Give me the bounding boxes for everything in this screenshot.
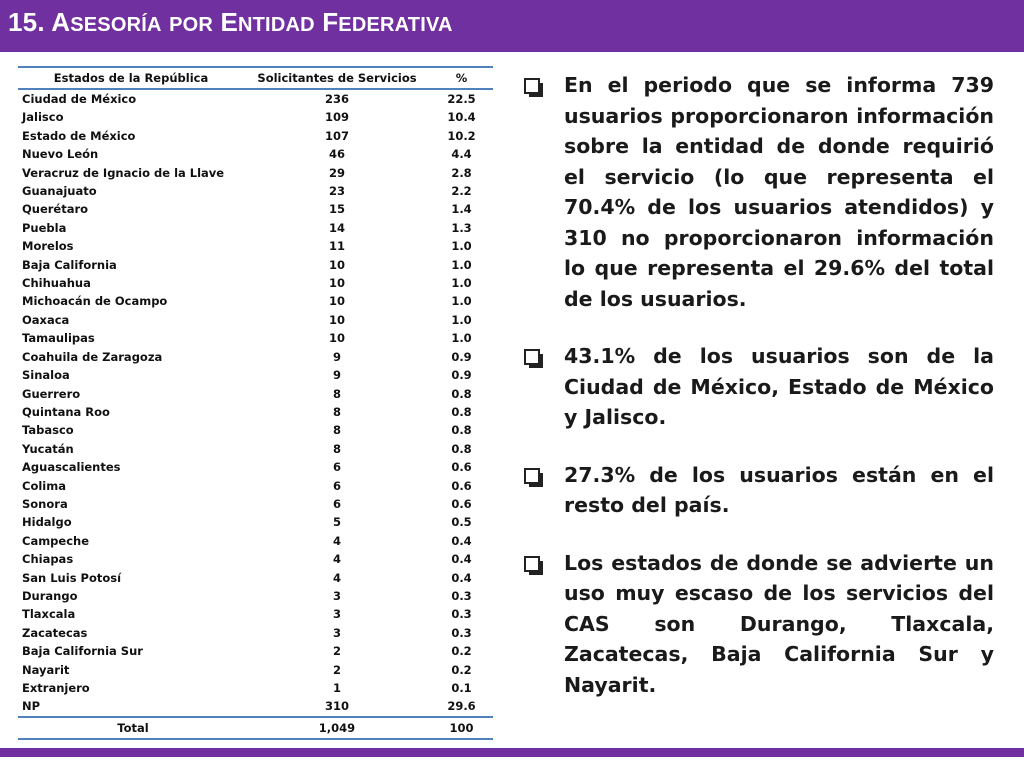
applicants-cell: 2 (332, 662, 341, 677)
table-row (18, 200, 493, 218)
percent-cell: 2.8 (451, 165, 472, 180)
percent-cell: 0.1 (451, 681, 472, 695)
bullet-text: 27.3% de los usuarios están en el resto del país. (564, 462, 994, 517)
percent-cell: 0.8 (451, 441, 472, 456)
table-row (18, 605, 493, 623)
applicants-cell: 2 (332, 644, 341, 659)
table-row (18, 89, 493, 108)
percent-cell: 0.4 (451, 533, 472, 548)
state-name-cell: Tlaxcala (22, 607, 76, 622)
total-label: Total (18, 717, 244, 739)
state-name-cell: Estado de México (22, 128, 136, 143)
state-name-cell: Ciudad de México (22, 92, 137, 106)
applicants-cell: 8 (332, 441, 341, 456)
total-percent: 100 (430, 717, 493, 739)
percent-cell: 0.9 (451, 349, 472, 364)
checkbox-bullet-icon (524, 78, 540, 94)
percent-cell: 1.0 (451, 257, 472, 272)
table-row (18, 182, 493, 200)
state-name-cell: Tamaulipas (22, 331, 95, 346)
applicants-cell: 1 (332, 681, 341, 695)
state-name-cell: Quintana Roo (22, 404, 110, 419)
table-row (18, 679, 493, 697)
table-row (18, 477, 493, 495)
state-name-cell: Nayarit (22, 662, 70, 677)
checkbox-bullet-icon (524, 349, 540, 365)
table-row (18, 495, 493, 513)
percent-cell: 0.8 (451, 423, 472, 438)
state-name-cell: Michoacán de Ocampo (22, 294, 168, 309)
table-row (18, 108, 493, 126)
percent-cell: 0.6 (451, 496, 472, 511)
applicants-cell: 29 (328, 165, 345, 180)
applicants-cell: 10 (328, 294, 345, 309)
percent-cell: 29.6 (447, 699, 476, 714)
header-percent: % (430, 67, 493, 89)
table-row (18, 256, 493, 274)
applicants-cell: 4 (332, 552, 341, 567)
percent-cell: 1.0 (451, 312, 472, 327)
bullet-list (524, 70, 994, 727)
percent-cell: 0.9 (451, 368, 472, 383)
states-table-container (18, 66, 493, 740)
percent-cell: 22.5 (447, 92, 476, 106)
applicants-cell: 236 (324, 92, 349, 106)
applicants-cell: 10 (328, 257, 345, 272)
table-row (18, 292, 493, 310)
checkbox-bullet-icon (524, 556, 540, 572)
applicants-cell: 9 (332, 349, 341, 364)
state-name-cell: Tabasco (22, 423, 74, 438)
applicants-cell: 3 (332, 607, 341, 622)
table-row (18, 587, 493, 605)
applicants-cell: 4 (332, 533, 341, 548)
percent-cell: 0.4 (451, 570, 472, 585)
applicants-cell: 8 (332, 404, 341, 419)
checkbox-bullet-icon (524, 468, 540, 484)
percent-cell: 2.2 (451, 184, 472, 199)
table-row (18, 311, 493, 329)
slide-title (8, 7, 453, 38)
applicants-cell: 15 (328, 202, 345, 217)
applicants-cell: 10 (328, 312, 345, 327)
bullet-item (524, 460, 994, 521)
percent-cell: 0.6 (451, 460, 472, 475)
title-word: FEDERATIVA (322, 7, 453, 37)
applicants-cell: 3 (332, 588, 341, 603)
table-row (18, 145, 493, 163)
bullet-item (524, 548, 994, 701)
applicants-cell: 14 (328, 220, 345, 235)
percent-cell: 0.2 (451, 644, 472, 659)
percent-cell: 0.5 (451, 515, 472, 530)
state-name-cell: Sinaloa (22, 368, 70, 383)
percent-cell: 0.3 (451, 588, 472, 603)
applicants-cell: 310 (324, 699, 349, 714)
bullet-item (524, 341, 994, 433)
percent-cell: 0.6 (451, 478, 472, 493)
table-row (18, 385, 493, 403)
applicants-cell: 8 (332, 423, 341, 438)
title-word: ENTIDAD (220, 7, 315, 37)
applicants-cell: 4 (332, 570, 341, 585)
percent-cell: 10.2 (447, 128, 476, 143)
bullet-text: 43.1% de los usuarios son de la Ciudad de México, Estado de México y Jalisco. (564, 344, 994, 429)
table-header-row (18, 67, 493, 89)
table-total-row (18, 717, 493, 739)
state-name-cell: Morelos (22, 239, 74, 254)
percent-cell: 0.3 (451, 625, 472, 640)
state-name-cell: Durango (22, 588, 78, 603)
percent-cell: 10.4 (447, 110, 476, 125)
percent-cell: 1.0 (451, 239, 472, 254)
applicants-cell: 8 (332, 386, 341, 401)
header-states: Estados de la República (18, 67, 244, 89)
state-name-cell: Extranjero (22, 681, 90, 695)
percent-cell: 0.4 (451, 552, 472, 567)
percent-cell: 1.0 (451, 331, 472, 346)
applicants-cell: 10 (328, 331, 345, 346)
state-name-cell: Querétaro (22, 202, 89, 217)
table-row (18, 661, 493, 679)
state-name-cell: Baja California (22, 257, 117, 272)
title-word: POR (169, 14, 214, 36)
table-row (18, 348, 493, 366)
bullet-item (524, 70, 994, 314)
table-row (18, 697, 493, 716)
applicants-cell: 9 (332, 368, 341, 383)
table-row (18, 329, 493, 347)
percent-cell: 0.3 (451, 607, 472, 622)
applicants-cell: 6 (332, 460, 341, 475)
state-name-cell: Veracruz de Ignacio de la Llave (22, 165, 225, 180)
table-row (18, 532, 493, 550)
table-row (18, 440, 493, 458)
percent-cell: 1.4 (451, 202, 472, 217)
state-name-cell: Coahuila de Zaragoza (22, 349, 163, 364)
state-name-cell: Guerrero (22, 386, 81, 401)
title-bar (0, 0, 1024, 52)
percent-cell: 1.0 (451, 294, 472, 309)
percent-cell: 0.8 (451, 386, 472, 401)
applicants-cell: 107 (324, 128, 349, 143)
state-name-cell: Hidalgo (22, 515, 72, 530)
applicants-cell: 6 (332, 478, 341, 493)
applicants-cell: 11 (328, 239, 345, 254)
state-name-cell: Sonora (22, 496, 68, 511)
state-name-cell: Baja California Sur (22, 644, 143, 659)
table-row (18, 366, 493, 384)
percent-cell: 0.2 (451, 662, 472, 677)
table-row (18, 403, 493, 421)
table-row (18, 569, 493, 587)
states-table (18, 66, 493, 740)
table-row (18, 237, 493, 255)
percent-cell: 1.0 (451, 276, 472, 291)
state-name-cell: Chiapas (22, 552, 74, 567)
state-name-cell: Chihuahua (22, 276, 91, 291)
percent-cell: 4.4 (451, 147, 472, 162)
applicants-cell: 10 (328, 276, 345, 291)
table-row (18, 164, 493, 182)
table-row (18, 513, 493, 531)
title-word: ASESORÍA (51, 7, 162, 37)
state-name-cell: Campeche (22, 533, 90, 548)
state-name-cell: Jalisco (22, 110, 64, 125)
table-body (18, 89, 493, 717)
applicants-cell: 46 (328, 147, 345, 162)
state-name-cell: Nuevo León (22, 147, 99, 162)
table-row (18, 219, 493, 237)
applicants-cell: 6 (332, 496, 341, 511)
table-row (18, 550, 493, 568)
table-row (18, 458, 493, 476)
applicants-cell: 5 (332, 515, 341, 530)
percent-cell: 1.3 (451, 220, 472, 235)
table-row (18, 421, 493, 439)
state-name-cell: NP (22, 699, 41, 714)
table-row (18, 624, 493, 642)
applicants-cell: 23 (328, 184, 345, 199)
bullet-text: Los estados de donde se advierte un uso muy escaso de los servicios del CAS son Durango, Tlaxcala, Zacatecas, Baja California Sur y Nayarit. (564, 550, 994, 697)
table-row (18, 642, 493, 660)
table-row (18, 274, 493, 292)
bottom-bar (0, 748, 1024, 757)
bullet-text: En el periodo que se informa 739 usuarios proporcionaron información sobre la entidad de donde requirió el servicio (lo que representa el 70.4% de los usuarios atendidos) y 310 no proporcionaron información lo que representa el 29.6% del total de los usuarios. (564, 73, 994, 311)
state-name-cell: Guanajuato (22, 184, 97, 199)
state-name-cell: Colima (22, 478, 66, 493)
state-name-cell: Zacatecas (22, 625, 88, 640)
applicants-cell: 109 (324, 110, 349, 125)
title-number: 15. (8, 7, 45, 37)
state-name-cell: Yucatán (22, 441, 74, 456)
state-name-cell: Aguascalientes (22, 460, 121, 475)
applicants-cell: 3 (332, 625, 341, 640)
percent-cell: 0.8 (451, 404, 472, 419)
state-name-cell: San Luis Potosí (22, 570, 122, 585)
header-applicants: Solicitantes de Servicios (244, 67, 430, 89)
table-row (18, 127, 493, 145)
total-applicants: 1,049 (244, 717, 430, 739)
state-name-cell: Oaxaca (22, 312, 70, 327)
state-name-cell: Puebla (22, 220, 67, 235)
